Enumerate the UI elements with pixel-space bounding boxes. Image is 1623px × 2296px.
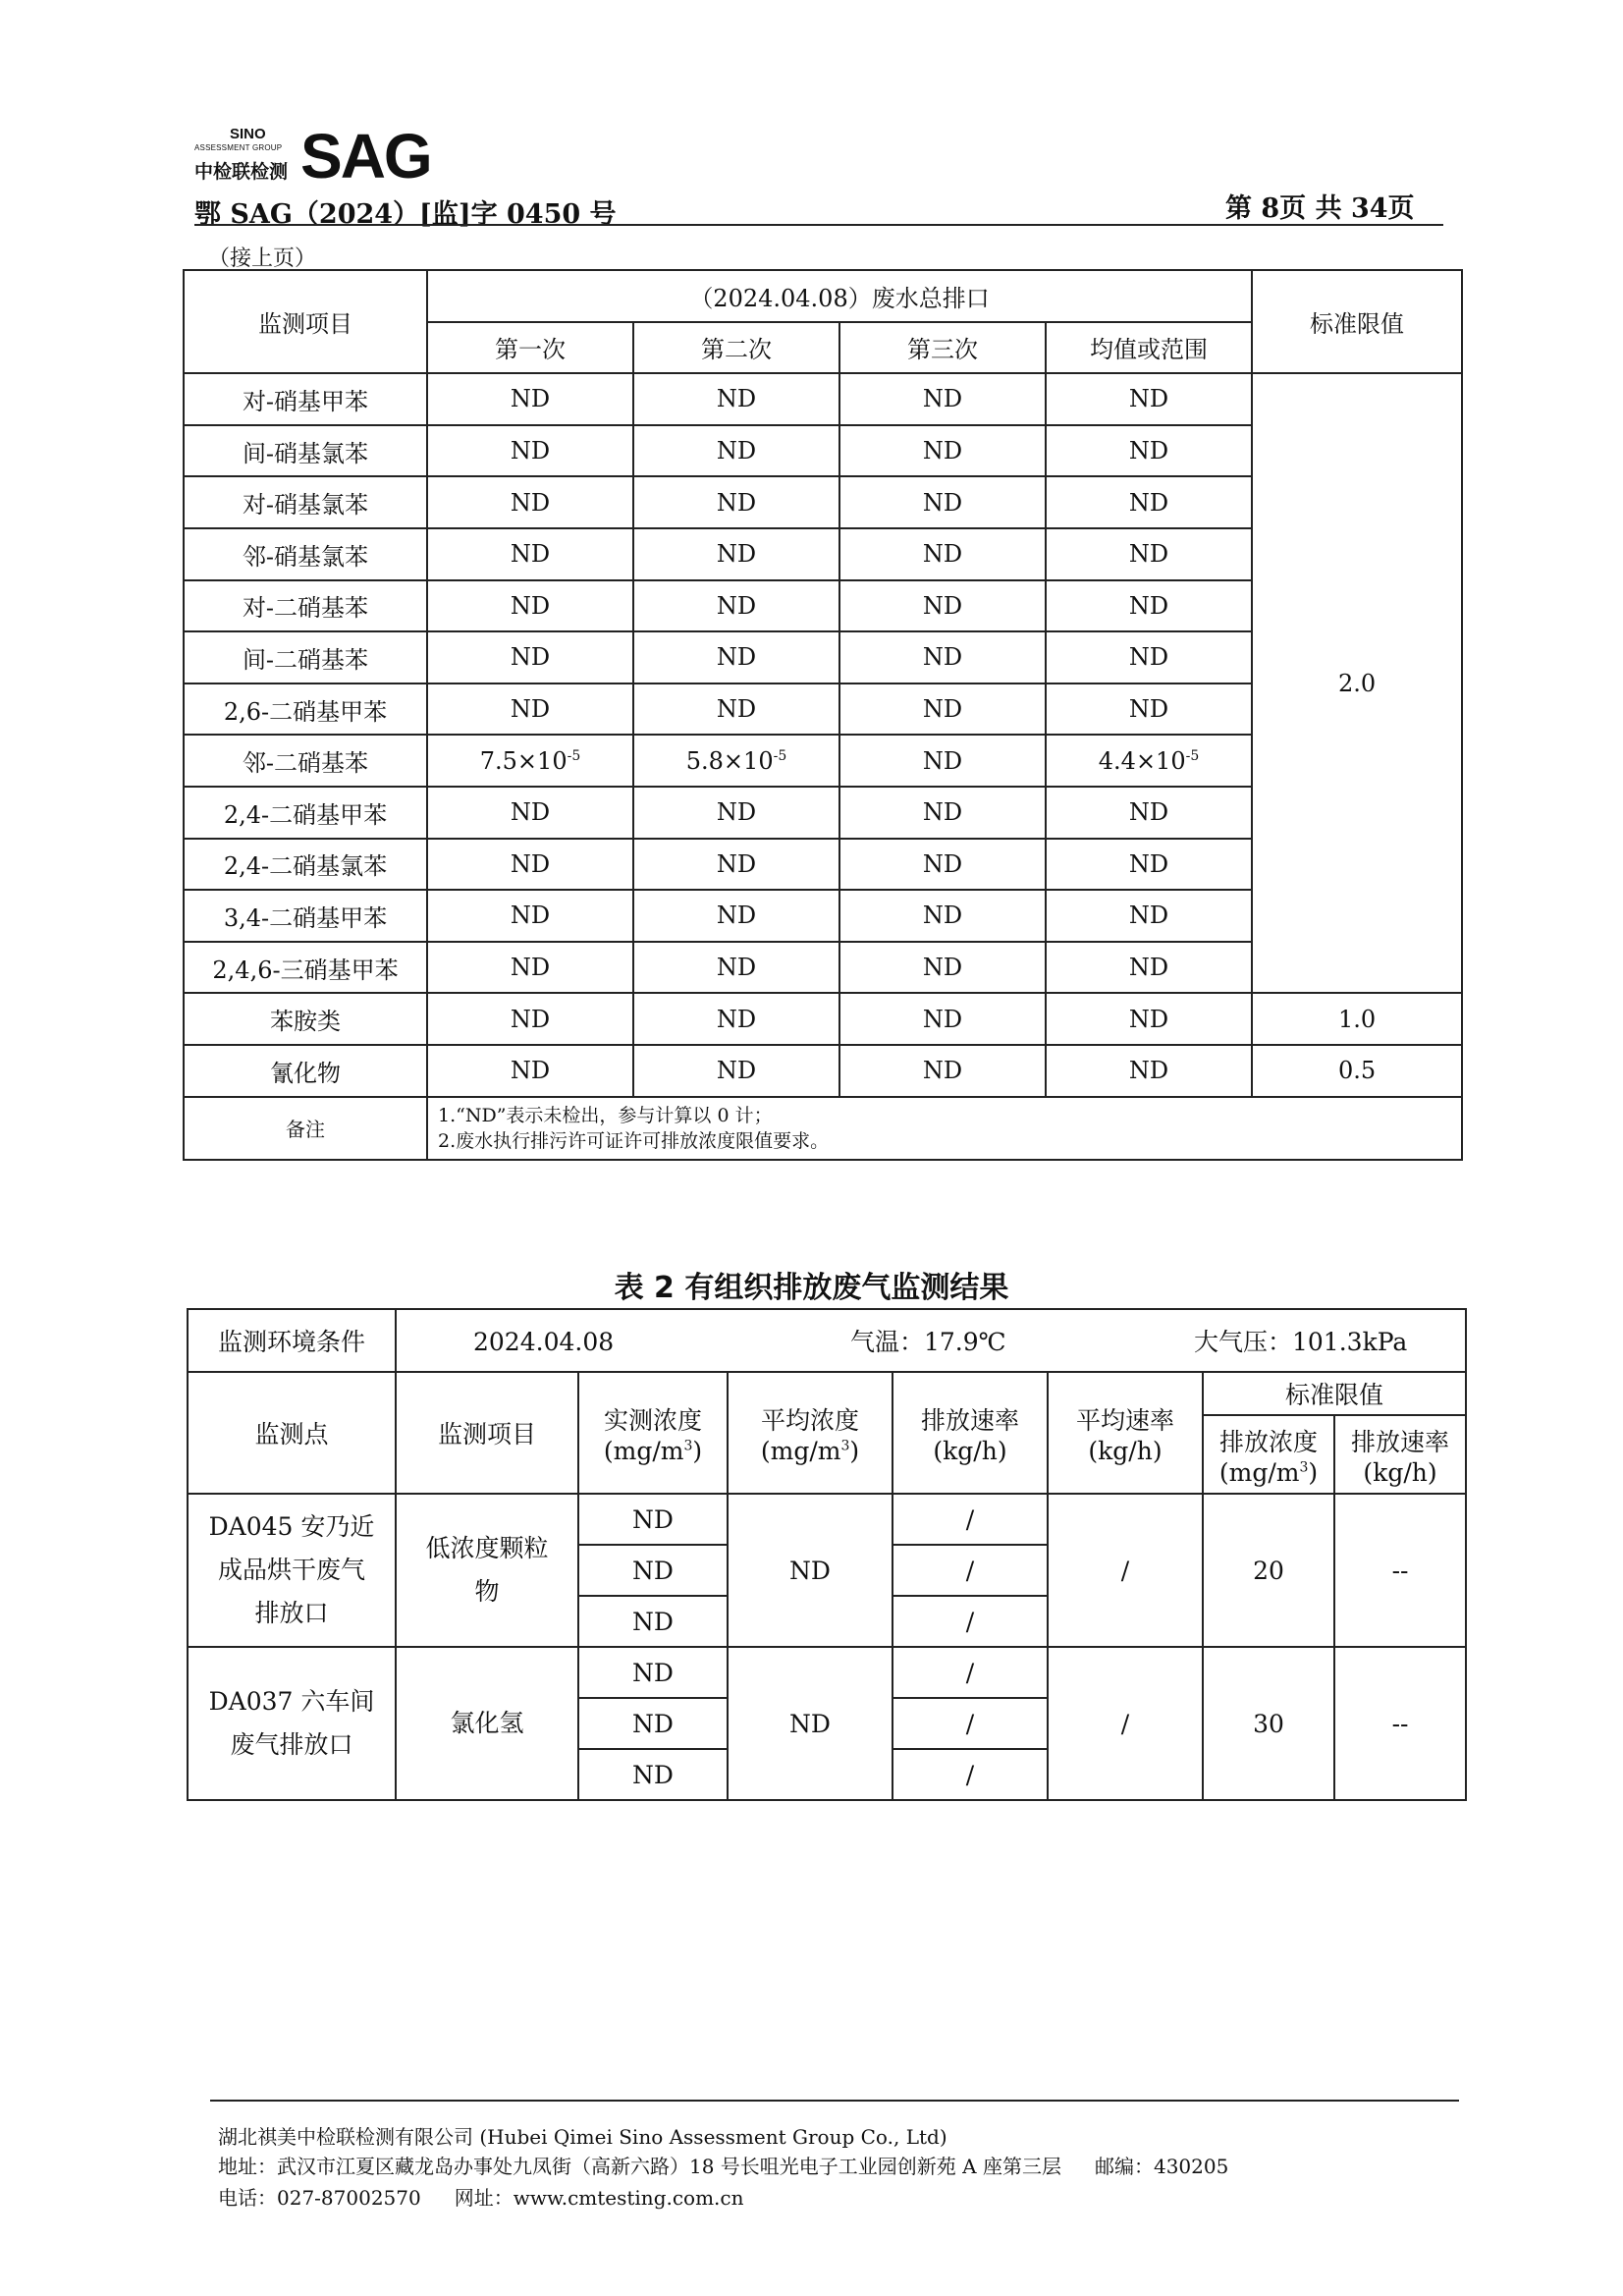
row-value-first: ND <box>427 476 633 528</box>
row-value-first: ND <box>427 528 633 580</box>
footer-phone: 电话：027-87002570 <box>218 2186 421 2210</box>
row-value-first: ND <box>427 580 633 632</box>
header-measured: 实测浓度 $(mg/m^3)$ <box>578 1372 728 1494</box>
row-value-third: ND <box>839 580 1046 632</box>
table-header-row <box>184 270 1462 322</box>
average-concentration: ND <box>728 1647 893 1800</box>
row-item-name: 对-硝基甲苯 <box>184 373 427 425</box>
emission-rate: / <box>893 1596 1048 1647</box>
emission-rate: / <box>893 1698 1048 1749</box>
row-value-second: ND <box>633 1045 839 1097</box>
row-value-average: ND <box>1046 787 1252 839</box>
header-second: 第二次 <box>633 322 839 374</box>
measured-concentration: ND <box>578 1545 728 1596</box>
row-item-name: 氰化物 <box>184 1045 427 1097</box>
logo-chinese-text: 中检联检测 <box>194 161 289 183</box>
average-rate: / <box>1048 1494 1203 1647</box>
row-item-name: 2,6-二硝基甲苯 <box>184 683 427 736</box>
row-value-second: ND <box>633 993 839 1045</box>
row-value-first: ND <box>427 942 633 994</box>
row-value-third: ND <box>839 528 1046 580</box>
limit-rate: -- <box>1334 1647 1466 1800</box>
table-row <box>184 993 1462 1045</box>
row-value-second: $5.8\times 10^{-5}$ <box>633 735 839 787</box>
emission-rate: / <box>893 1749 1048 1800</box>
measured-concentration: ND <box>578 1749 728 1800</box>
shared-standard-limit: 2.0 <box>1252 373 1462 993</box>
company-logo <box>194 121 450 194</box>
row-item-name: 对-硝基氯苯 <box>184 476 427 528</box>
row-value-third: ND <box>839 839 1046 891</box>
measured-concentration: ND <box>578 1647 728 1698</box>
row-value-average: ND <box>1046 528 1252 580</box>
header-limit-conc: 排放浓度 $(mg/m^3)$ <box>1203 1415 1334 1494</box>
row-value-first: ND <box>427 425 633 477</box>
average-rate: / <box>1048 1647 1203 1800</box>
emission-rate: / <box>893 1494 1048 1545</box>
row-value-average: ND <box>1046 839 1252 891</box>
row-value-average: $4.4\times 10^{-5}$ <box>1046 735 1252 787</box>
exhaust-gas-results-table <box>187 1308 1467 1801</box>
limit-concentration: 30 <box>1203 1647 1334 1800</box>
header-sampling-group: （2024.04.08）废水总排口 <box>427 270 1252 322</box>
header-avg-conc: 平均浓度 $(mg/m^3)$ <box>728 1372 893 1494</box>
emission-rate: / <box>893 1545 1048 1596</box>
monitoring-item: 低浓度颗粒物 <box>396 1494 578 1647</box>
row-value-average: ND <box>1046 580 1252 632</box>
row-item-name: 苯胺类 <box>184 993 427 1045</box>
remark-line: 1.“ND”表示未检出，参与计算以 0 计； <box>438 1104 773 1126</box>
row-value-second: ND <box>633 373 839 425</box>
row-value-first: ND <box>427 373 633 425</box>
row-value-first: ND <box>427 839 633 891</box>
row-value-average: ND <box>1046 942 1252 994</box>
environment-row <box>188 1309 1466 1372</box>
row-value-second: ND <box>633 683 839 736</box>
row-value-average: ND <box>1046 1045 1252 1097</box>
row-value-second: ND <box>633 787 839 839</box>
row-item-name: 2,4-二硝基甲苯 <box>184 787 427 839</box>
header-divider <box>194 224 1443 226</box>
logo-group-text: ASSESSMENT GROUP <box>194 143 283 152</box>
header-first: 第一次 <box>427 322 633 374</box>
row-value-average: ND <box>1046 683 1252 736</box>
env-label: 监测环境条件 <box>188 1309 396 1372</box>
row-item-name: 间-二硝基苯 <box>184 631 427 683</box>
row-value-average: ND <box>1046 890 1252 942</box>
row-value-average: ND <box>1046 425 1252 477</box>
footer-address: 地址：武汉市江夏区藏龙岛办事处九凤街（高新六路）18 号长咀光电子工业园创新苑 A 座第三层 <box>218 2155 1061 2178</box>
row-value-second: ND <box>633 839 839 891</box>
row-value-second: ND <box>633 580 839 632</box>
row-item-name: 邻-硝基氯苯 <box>184 528 427 580</box>
header-point: 监测点 <box>188 1372 396 1494</box>
row-value-first: ND <box>427 631 633 683</box>
footer-zip: 邮编：430205 <box>1094 2155 1229 2178</box>
footer-website: 网址：www.cmtesting.com.cn <box>454 2186 744 2210</box>
row-value-second: ND <box>633 425 839 477</box>
logo-sag-text: SAG <box>300 121 431 191</box>
row-standard-limit: 1.0 <box>1252 993 1462 1045</box>
row-value-second: ND <box>633 890 839 942</box>
header-third: 第三次 <box>839 322 1046 374</box>
header-limit-rate: 排放速率 (kg/h) <box>1334 1415 1466 1494</box>
row-value-average: ND <box>1046 993 1252 1045</box>
emission-rate: / <box>893 1647 1048 1698</box>
page-number: 第 8页 共 34页 <box>1225 193 1415 224</box>
row-item-name: 对-二硝基苯 <box>184 580 427 632</box>
header-limit: 标准限值 <box>1203 1372 1466 1415</box>
header-rate: 排放速率 (kg/h) <box>893 1372 1048 1494</box>
table2-title: 表 2 有组织排放废气监测结果 <box>614 1271 1009 1305</box>
row-value-average: ND <box>1046 373 1252 425</box>
env-temperature: 气温：17.9℃ <box>850 1328 1006 1356</box>
row-value-third: ND <box>839 425 1046 477</box>
row-value-third: ND <box>839 631 1046 683</box>
remark-line: 2.废水执行排污许可证许可排放浓度限值要求。 <box>438 1129 830 1152</box>
row-item-name: 2,4,6-三硝基甲苯 <box>184 942 427 994</box>
header-avg-rate: 平均速率 (kg/h) <box>1048 1372 1203 1494</box>
limit-concentration: 20 <box>1203 1494 1334 1647</box>
monitoring-point: DA037 六车间废气排放口 <box>188 1647 396 1800</box>
measured-concentration: ND <box>578 1494 728 1545</box>
row-value-third: ND <box>839 890 1046 942</box>
row-value-first: $7.5\times 10^{-5}$ <box>427 735 633 787</box>
footer-address-line <box>218 2151 1228 2179</box>
row-value-third: ND <box>839 787 1046 839</box>
wastewater-results-table <box>183 269 1463 1161</box>
row-value-first: ND <box>427 993 633 1045</box>
continued-note: （接上页） <box>208 246 317 271</box>
header-standard-limit: 标准限值 <box>1252 270 1462 373</box>
row-item-name: 邻-二硝基苯 <box>184 735 427 787</box>
limit-rate: -- <box>1334 1494 1466 1647</box>
row-item-name: 2,4-二硝基氯苯 <box>184 839 427 891</box>
row-item-name: 间-硝基氯苯 <box>184 425 427 477</box>
row-value-third: ND <box>839 993 1046 1045</box>
footer-company: 湖北祺美中检联检测有限公司 (Hubei Qimei Sino Assessment Group Co., Ltd) <box>218 2125 947 2149</box>
row-value-first: ND <box>427 1045 633 1097</box>
row-value-second: ND <box>633 528 839 580</box>
table2-header-row <box>188 1372 1466 1415</box>
row-value-second: ND <box>633 631 839 683</box>
table-row <box>188 1647 1466 1698</box>
row-value-third: ND <box>839 942 1046 994</box>
header-monitoring-item: 监测项目 <box>184 270 427 373</box>
env-date: 2024.04.08 <box>473 1328 615 1356</box>
row-item-name: 3,4-二硝基甲苯 <box>184 890 427 942</box>
row-value-average: ND <box>1046 631 1252 683</box>
logo-sino-text: SINO <box>230 126 266 142</box>
row-value-third: ND <box>839 683 1046 736</box>
remark-row <box>184 1097 1462 1160</box>
row-value-second: ND <box>633 476 839 528</box>
monitoring-item: 氯化氢 <box>396 1647 578 1800</box>
monitoring-point: DA045 安乃近成品烘干废气排放口 <box>188 1494 396 1647</box>
env-pressure: 大气压：101.3kPa <box>1194 1328 1408 1356</box>
row-value-third: ND <box>839 476 1046 528</box>
row-value-third: ND <box>839 1045 1046 1097</box>
document-number: 鄂 SAG（2024）[监]字 0450 号 <box>194 199 617 230</box>
measured-concentration: ND <box>578 1596 728 1647</box>
row-value-first: ND <box>427 890 633 942</box>
row-value-average: ND <box>1046 476 1252 528</box>
footer-divider <box>210 2100 1459 2102</box>
row-value-first: ND <box>427 683 633 736</box>
row-value-third: ND <box>839 735 1046 787</box>
table-row <box>184 1045 1462 1097</box>
remark-content <box>427 1097 1462 1160</box>
footer-contact-line <box>218 2182 744 2211</box>
row-standard-limit: 0.5 <box>1252 1045 1462 1097</box>
table-row <box>184 373 1462 425</box>
average-concentration: ND <box>728 1494 893 1647</box>
measured-concentration: ND <box>578 1698 728 1749</box>
header-average: 均值或范围 <box>1046 322 1252 374</box>
row-value-third: ND <box>839 373 1046 425</box>
row-value-first: ND <box>427 787 633 839</box>
env-conditions <box>396 1309 1466 1372</box>
row-value-second: ND <box>633 942 839 994</box>
table-row <box>188 1494 1466 1545</box>
remark-label: 备注 <box>184 1097 427 1160</box>
header-item: 监测项目 <box>396 1372 578 1494</box>
